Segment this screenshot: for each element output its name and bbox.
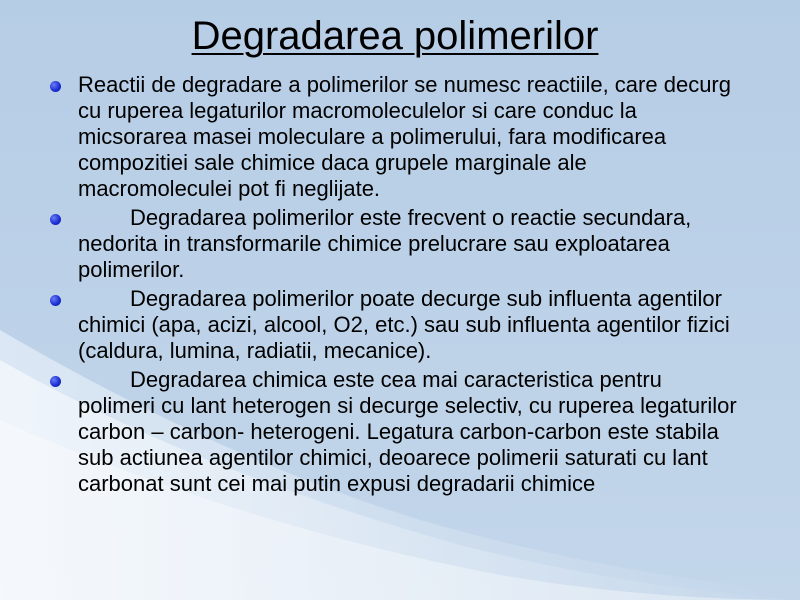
bullet-item [44,286,744,364]
bullet-text: Degradarea polimerilor este frecvent o reactie secundara, nedorita in transformarile chimice prelucrare sau exploatarea polimerilor. [78,205,692,282]
round-bullet-icon [50,214,61,225]
bullet-item [44,205,744,283]
bullet-text: Degradarea chimica este cea mai caracteristica pentru polimeri cu lant heterogen si decurge selectiv, cu ruperea legaturilor carbon – carbon- heterogeni. Legatura carbon-carbon este stabila sub actiunea agentilor chimici, deoarece polimerii saturati cu lant carbonat sunt cei mai putin expusi degradarii chimice [78,367,737,496]
bullet-item [44,367,744,497]
round-bullet-icon [50,295,61,306]
bullet-item [44,72,744,202]
bullet-text: Reactii de degradare a polimerilor se numesc reactiile, care decurg cu ruperea legaturilor macromoleculelor si care conduc la micsorarea masei moleculare a polimerului, fara modificarea compozitiei sale chimice daca grupele marginale ale macromoleculei pot fi neglijate. [78,72,731,201]
round-bullet-icon [50,81,61,92]
slide-title: Degradarea polimerilor [191,14,599,58]
round-bullet-icon [50,376,61,387]
bullet-text: Degradarea polimerilor poate decurge sub influenta agentilor chimici (apa, acizi, alcool, O2, etc.) sau sub influenta agentilor fizici (caldura, lumina, radiatii, mecanice). [78,286,730,363]
bullet-list [44,72,744,500]
